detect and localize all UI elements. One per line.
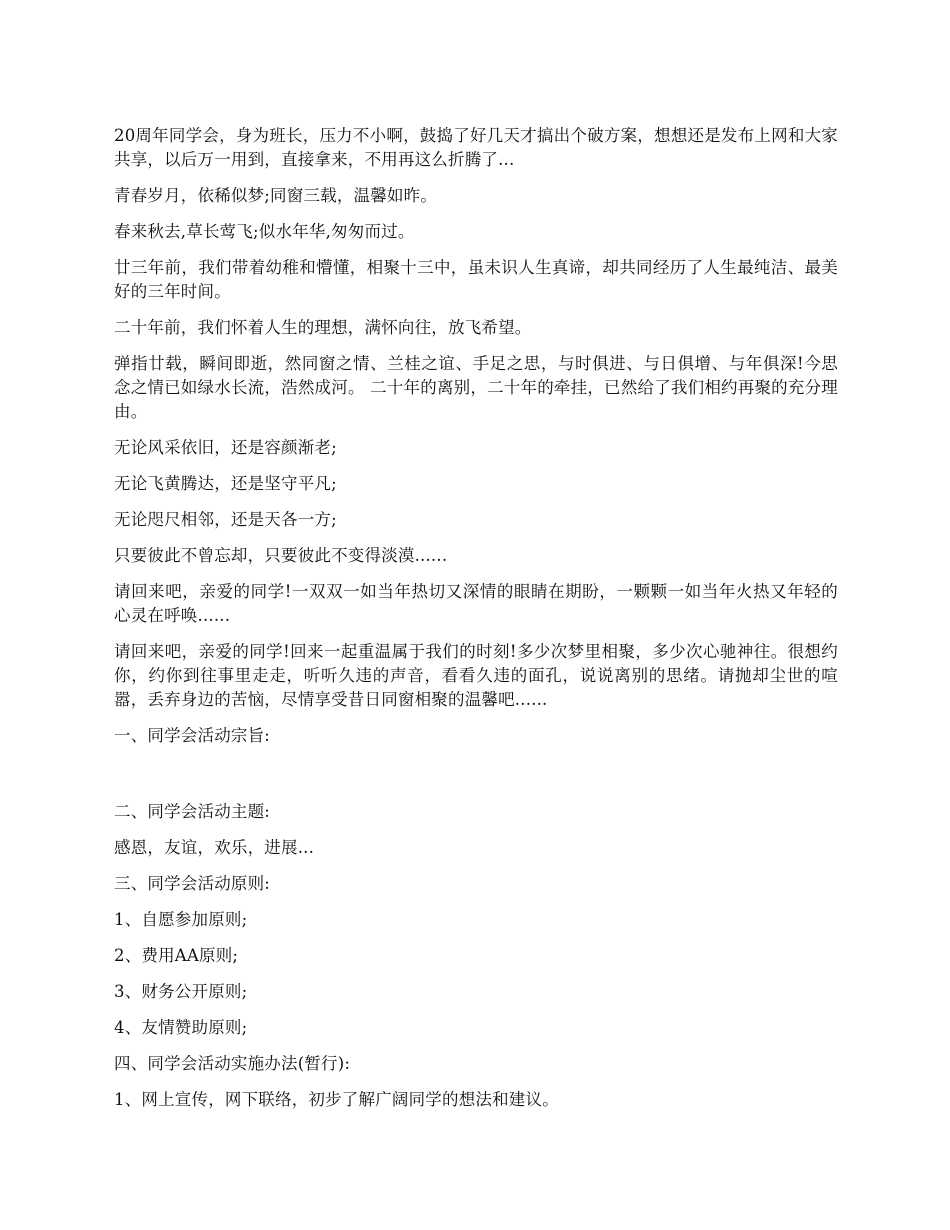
poem-line-youth: 青春岁月，依稀似梦;同窗三载，温馨如昨。: [114, 186, 438, 205]
theme-text: 感恩，友谊，欢乐，进展...: [114, 838, 315, 857]
document-body: [114, 124, 838, 1124]
section-heading-principles: 三、同学会活动原则:: [114, 874, 271, 893]
implementation-item-1: 1、网上宣传，网下联络，初步了解广阔同学的想法和建议。: [114, 1090, 559, 1109]
section-heading-purpose: 一、同学会活动宗旨:: [114, 726, 271, 745]
principle-item-3: 3、财务公开原则;: [114, 982, 248, 1001]
intro-paragraph: 20周年同学会，身为班长，压力不小啊，鼓捣了好几天才搞出个破方案，想想还是发布上网和大家共享，以后万一用到，直接拿来，不用再这么折腾了...: [114, 126, 838, 169]
section-heading-implementation: 四、同学会活动实施办法(暂行):: [114, 1054, 351, 1073]
paragraph-reunion-reason: 弹指廿载，瞬间即逝，然同窗之情、兰桂之谊、手足之思，与时俱进、与日俱增、与年俱深!今思念之情已如绿水长流，浩然成河。 二十年的离别，二十年的牵挂，已然给了我们相约再聚的充分理由。: [114, 354, 838, 421]
poem-line-seasons: 春来秋去,草长莺飞;似水年华,匆匆而过。: [114, 222, 415, 241]
paragraph-twenty-three-years: 廿三年前，我们带着幼稚和懵懂，相聚十三中，虽未识人生真谛，却共同经历了人生最纯洁、最美好的三年时间。: [114, 258, 838, 301]
poem-line-success: 无论飞黄腾达，还是坚守平凡;: [114, 474, 337, 493]
poem-line-distance: 无论咫尺相邻，还是天各一方;: [114, 510, 337, 529]
section-heading-theme: 二、同学会活动主题:: [114, 802, 271, 821]
paragraph-twenty-years: 二十年前，我们怀着人生的理想，满怀向往，放飞希望。: [114, 318, 532, 337]
principle-item-1: 1、自愿参加原则;: [114, 910, 248, 929]
blank-space: [114, 760, 838, 800]
principle-item-4: 4、友情赞助原则;: [114, 1018, 248, 1037]
paragraph-come-back-1: 请回来吧，亲爱的同学!一双双一如当年热切又深情的眼睛在期盼，一颗颗一如当年火热又年轻的心灵在呼唤......: [114, 582, 838, 625]
paragraph-come-back-2: 请回来吧，亲爱的同学!回来一起重温属于我们的时刻!多少次梦里相聚，多少次心驰神往。很想约你，约你到往事里走走，听听久违的声音，看看久违的面孔，说说离别的思绪。请抛却尘世的喧嚣，丢弃身边的苦恼，尽情享受昔日同窗相聚的温馨吧......: [114, 642, 838, 709]
poem-line-remember: 只要彼此不曾忘却，只要彼此不变得淡漠......: [114, 546, 448, 565]
principle-item-2: 2、费用AA原则;: [114, 946, 239, 965]
poem-line-appearance: 无论风采依旧，还是容颜渐老;: [114, 438, 337, 457]
